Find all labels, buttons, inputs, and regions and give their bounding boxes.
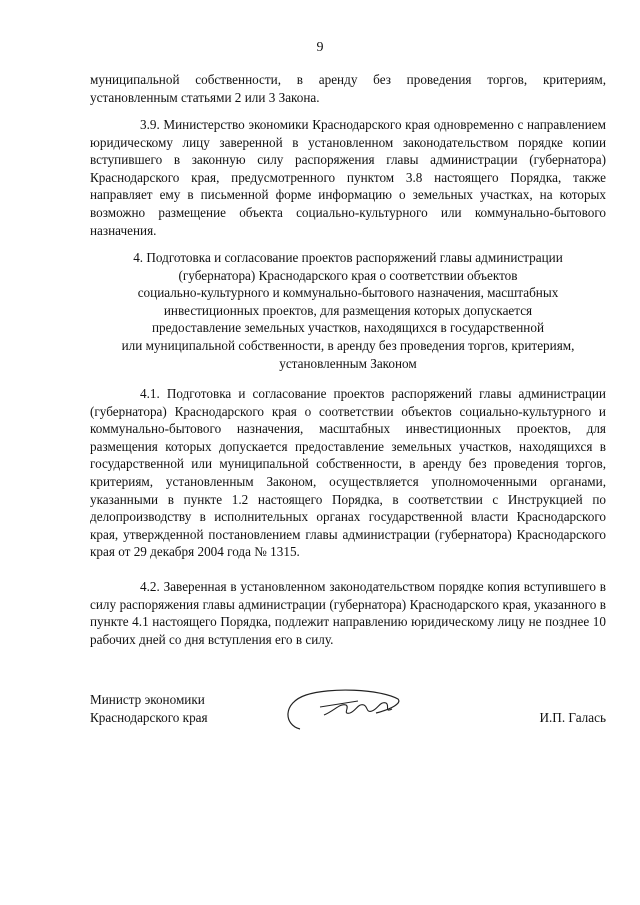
paragraph-4-2-text: 4.2. Заверенная в установленном законодательством порядке копия вступившего в силу распоряжения главы администрации (губернатора) Краснодарского края, указанного в пункте 4.1 настоящего Порядка, подлежит направлению юридическому лицу не позднее 10 рабочих дней со дня вступления его в силу. — [90, 579, 606, 647]
heading-line: 4. Подготовка и согласование проектов распоряжений главы администрации — [133, 250, 563, 265]
heading-line: инвестиционных проектов, для размещения которых допускается — [163, 302, 533, 318]
continuation-text: муниципальной собственности, в аренду без проведения торгов, критериям, установленным статьями 2 или 3 Закона. — [90, 72, 606, 105]
paragraph-4-1 — [90, 385, 606, 561]
heading-line: (губернатора) Краснодарского края о соответствии объектов — [178, 267, 518, 283]
heading-line: социально-культурного и коммунально-бытового назначения, масштабных — [137, 285, 559, 301]
page-number: 9 — [316, 40, 324, 55]
signatory-title-line: Краснодарского края — [90, 709, 208, 725]
signatory-title-line: Министр экономики — [90, 692, 205, 707]
signatory-title — [90, 691, 208, 726]
signature-block — [90, 691, 606, 741]
signatory-name: И.П. Галась — [539, 709, 606, 725]
handwritten-signature — [280, 685, 410, 737]
continuation-paragraph — [90, 71, 606, 106]
paragraph-3-9-text: 3.9. Министерство экономики Краснодарского края одновременно с направлением юридическому лицу заверенной в установленном законодательством порядке копии вступившего в законную силу распоряжения главы администрации (губернатора) Краснодарского края, предусмотренного пунктом 3.8 настоящего Порядка, также направляет ему в письменной форме информацию о земельных участках, на которых возможно размещение объекта социально-культурного или коммунально-бытового назначения. — [90, 117, 606, 238]
paragraph-4-1-text: 4.1. Подготовка и согласование проектов распоряжений главы администрации (губернатора) Краснодарского края о соответствии объектов социально-культурного и коммунально-бытового назначения, масштабных инвестиционных проектов, для размещения которых допускается предоставление земельных участков, находящихся в государственной или муниципальной собственности, в аренду без проведения торгов, критериям, установленным Законом, осуществляется уполномоченными органами, указанными в пункте 1.2 настоящего Порядка, в соответствии с Инструкцией по делопроизводству в исполнительных органах государственной власти Краснодарского края, утвержденной постановлением главы администрации (губернатора) Краснодарского края от 29 декабря 2004 года № 1315. — [90, 386, 606, 560]
heading-line: или муниципальной собственности, в аренду без проведения торгов, критериям, — [121, 337, 575, 353]
section-4-heading — [90, 249, 606, 372]
heading-line: предоставление земельных участков, находящихся в государственной — [152, 320, 544, 336]
paragraph-3-9 — [90, 116, 606, 239]
paragraph-4-2 — [90, 578, 606, 648]
heading-line: установленным Законом — [279, 355, 417, 371]
